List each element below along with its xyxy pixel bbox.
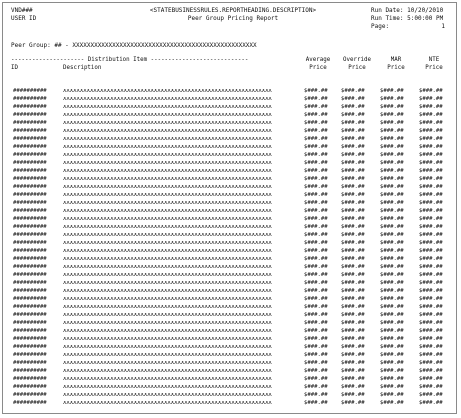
row-average-price: $###.##: [304, 200, 328, 206]
row-mar-price: $###.##: [380, 120, 404, 126]
row-id: ##########: [13, 352, 47, 358]
row-description: XXXXXXXXXXXXXXXXXXXXXXXXXXXXXXXXXXXXXXXXXXXXXXXXXXXXXXXXXXXXXX: [63, 297, 272, 302]
row-id: ##########: [13, 304, 47, 310]
vendor-code: VND###: [11, 7, 33, 14]
row-override-price: $###.##: [341, 344, 365, 350]
row-mar-price: $###.##: [380, 312, 404, 318]
row-id: ##########: [13, 208, 47, 214]
row-nte-price: $###.##: [419, 344, 443, 350]
row-mar-price: $###.##: [380, 360, 404, 366]
row-mar-price: $###.##: [380, 296, 404, 302]
row-id: ##########: [13, 384, 47, 390]
page-label: Page:: [371, 23, 390, 30]
row-nte-price: $###.##: [419, 152, 443, 158]
mar-price-header-line2: Price: [387, 65, 405, 71]
row-average-price: $###.##: [304, 256, 328, 262]
row-id: ##########: [13, 192, 47, 198]
row-nte-price: $###.##: [419, 96, 443, 102]
row-mar-price: $###.##: [380, 184, 404, 190]
row-id: ##########: [13, 368, 47, 374]
row-description: XXXXXXXXXXXXXXXXXXXXXXXXXXXXXXXXXXXXXXXXXXXXXXXXXXXXXXXXXXXXXX: [63, 289, 272, 294]
average-price-header-line1: Average: [305, 57, 331, 63]
row-average-price: $###.##: [304, 312, 328, 318]
row-nte-price: $###.##: [419, 320, 443, 326]
row-average-price: $###.##: [304, 360, 328, 366]
row-description: XXXXXXXXXXXXXXXXXXXXXXXXXXXXXXXXXXXXXXXXXXXXXXXXXXXXXXXXXXXXXX: [63, 169, 272, 174]
row-description: XXXXXXXXXXXXXXXXXXXXXXXXXXXXXXXXXXXXXXXXXXXXXXXXXXXXXXXXXXXXXX: [63, 257, 272, 262]
row-override-price: $###.##: [341, 280, 365, 286]
row-id: ##########: [13, 104, 47, 110]
row-id: ##########: [13, 88, 47, 94]
row-mar-price: $###.##: [380, 336, 404, 342]
row-override-price: $###.##: [341, 392, 365, 398]
row-mar-price: $###.##: [380, 136, 404, 142]
row-nte-price: $###.##: [419, 136, 443, 142]
row-id: ##########: [13, 128, 47, 134]
row-mar-price: $###.##: [380, 352, 404, 358]
row-average-price: $###.##: [304, 352, 328, 358]
row-description: XXXXXXXXXXXXXXXXXXXXXXXXXXXXXXXXXXXXXXXXXXXXXXXXXXXXXXXXXXXXXX: [63, 329, 272, 334]
description-column-header: Description: [63, 65, 102, 71]
row-id: ##########: [13, 120, 47, 126]
row-id: ##########: [13, 224, 47, 230]
row-nte-price: $###.##: [419, 200, 443, 206]
row-id: ##########: [13, 200, 47, 206]
row-description: XXXXXXXXXXXXXXXXXXXXXXXXXXXXXXXXXXXXXXXXXXXXXXXXXXXXXXXXXXXXXX: [63, 313, 272, 318]
row-id: ##########: [13, 240, 47, 246]
row-description: XXXXXXXXXXXXXXXXXXXXXXXXXXXXXXXXXXXXXXXXXXXXXXXXXXXXXXXXXXXXXX: [63, 281, 272, 286]
row-mar-price: $###.##: [380, 240, 404, 246]
row-nte-price: $###.##: [419, 192, 443, 198]
row-override-price: $###.##: [341, 320, 365, 326]
average-price-header-line2: Price: [309, 65, 327, 71]
row-override-price: $###.##: [341, 248, 365, 254]
row-override-price: $###.##: [341, 352, 365, 358]
row-mar-price: $###.##: [380, 224, 404, 230]
id-column-header: ID: [11, 65, 18, 71]
row-override-price: $###.##: [341, 152, 365, 158]
row-override-price: $###.##: [341, 376, 365, 382]
row-mar-price: $###.##: [380, 248, 404, 254]
row-mar-price: $###.##: [380, 176, 404, 182]
row-nte-price: $###.##: [419, 368, 443, 374]
row-nte-price: $###.##: [419, 224, 443, 230]
row-mar-price: $###.##: [380, 232, 404, 238]
row-id: ##########: [13, 400, 47, 406]
row-average-price: $###.##: [304, 296, 328, 302]
row-mar-price: $###.##: [380, 304, 404, 310]
row-override-price: $###.##: [341, 128, 365, 134]
row-id: ##########: [13, 144, 47, 150]
row-description: XXXXXXXXXXXXXXXXXXXXXXXXXXXXXXXXXXXXXXXXXXXXXXXXXXXXXXXXXXXXXX: [63, 353, 272, 358]
row-id: ##########: [13, 376, 47, 382]
row-override-price: $###.##: [341, 296, 365, 302]
row-override-price: $###.##: [341, 288, 365, 294]
row-nte-price: $###.##: [419, 88, 443, 94]
row-nte-price: $###.##: [419, 328, 443, 334]
row-average-price: $###.##: [304, 328, 328, 334]
peer-group-line: Peer Group: ## - XXXXXXXXXXXXXXXXXXXXXXXXXXXXXXXXXXXXXXXXXXXXXXXXXXX: [11, 42, 257, 49]
row-override-price: $###.##: [341, 264, 365, 270]
row-override-price: $###.##: [341, 176, 365, 182]
row-mar-price: $###.##: [380, 208, 404, 214]
row-id: ##########: [13, 160, 47, 166]
row-nte-price: $###.##: [419, 384, 443, 390]
row-override-price: $###.##: [341, 88, 365, 94]
row-id: ##########: [13, 96, 47, 102]
row-description: XXXXXXXXXXXXXXXXXXXXXXXXXXXXXXXXXXXXXXXXXXXXXXXXXXXXXXXXXXXXXX: [63, 369, 272, 374]
row-average-price: $###.##: [304, 168, 328, 174]
row-description: XXXXXXXXXXXXXXXXXXXXXXXXXXXXXXXXXXXXXXXXXXXXXXXXXXXXXXXXXXXXXX: [63, 201, 272, 206]
row-average-price: $###.##: [304, 192, 328, 198]
row-description: XXXXXXXXXXXXXXXXXXXXXXXXXXXXXXXXXXXXXXXXXXXXXXXXXXXXXXXXXXXXXX: [63, 233, 272, 238]
run-time: Run Time: 5:00:00 PM: [371, 15, 444, 22]
row-average-price: $###.##: [304, 320, 328, 326]
row-mar-price: $###.##: [380, 192, 404, 198]
row-mar-price: $###.##: [380, 200, 404, 206]
table-row: [3, 401, 456, 409]
row-average-price: $###.##: [304, 208, 328, 214]
row-average-price: $###.##: [304, 152, 328, 158]
row-nte-price: $###.##: [419, 392, 443, 398]
row-override-price: $###.##: [341, 200, 365, 206]
row-override-price: $###.##: [341, 184, 365, 190]
row-mar-price: $###.##: [380, 144, 404, 150]
report-page: [2, 2, 457, 414]
row-nte-price: $###.##: [419, 232, 443, 238]
row-mar-price: $###.##: [380, 128, 404, 134]
row-nte-price: $###.##: [419, 104, 443, 110]
row-description: XXXXXXXXXXXXXXXXXXXXXXXXXXXXXXXXXXXXXXXXXXXXXXXXXXXXXXXXXXXXXX: [63, 401, 272, 406]
row-override-price: $###.##: [341, 224, 365, 230]
row-id: ##########: [13, 392, 47, 398]
row-override-price: $###.##: [341, 368, 365, 374]
row-mar-price: $###.##: [380, 384, 404, 390]
row-average-price: $###.##: [304, 232, 328, 238]
row-mar-price: $###.##: [380, 112, 404, 118]
row-mar-price: $###.##: [380, 264, 404, 270]
row-mar-price: $###.##: [380, 368, 404, 374]
row-average-price: $###.##: [304, 264, 328, 270]
row-id: ##########: [13, 136, 47, 142]
row-description: XXXXXXXXXXXXXXXXXXXXXXXXXXXXXXXXXXXXXXXXXXXXXXXXXXXXXXXXXXXXXX: [63, 209, 272, 214]
row-description: XXXXXXXXXXXXXXXXXXXXXXXXXXXXXXXXXXXXXXXXXXXXXXXXXXXXXXXXXXXXXX: [63, 161, 272, 166]
row-description: XXXXXXXXXXXXXXXXXXXXXXXXXXXXXXXXXXXXXXXXXXXXXXXXXXXXXXXXXXXXXX: [63, 185, 272, 190]
row-description: XXXXXXXXXXXXXXXXXXXXXXXXXXXXXXXXXXXXXXXXXXXXXXXXXXXXXXXXXXXXXX: [63, 225, 272, 230]
row-nte-price: $###.##: [419, 360, 443, 366]
row-id: ##########: [13, 288, 47, 294]
row-override-price: $###.##: [341, 360, 365, 366]
row-description: XXXXXXXXXXXXXXXXXXXXXXXXXXXXXXXXXXXXXXXXXXXXXXXXXXXXXXXXXXXXXX: [63, 145, 272, 150]
row-id: ##########: [13, 184, 47, 190]
row-override-price: $###.##: [341, 136, 365, 142]
row-id: ##########: [13, 256, 47, 262]
row-mar-price: $###.##: [380, 320, 404, 326]
row-override-price: $###.##: [341, 328, 365, 334]
row-average-price: $###.##: [304, 176, 328, 182]
row-description: XXXXXXXXXXXXXXXXXXXXXXXXXXXXXXXXXXXXXXXXXXXXXXXXXXXXXXXXXXXXXX: [63, 361, 272, 366]
row-override-price: $###.##: [341, 304, 365, 310]
row-id: ##########: [13, 176, 47, 182]
row-mar-price: $###.##: [380, 96, 404, 102]
row-description: XXXXXXXXXXXXXXXXXXXXXXXXXXXXXXXXXXXXXXXXXXXXXXXXXXXXXXXXXXXXXX: [63, 113, 272, 118]
row-mar-price: $###.##: [380, 344, 404, 350]
row-id: ##########: [13, 320, 47, 326]
row-override-price: $###.##: [341, 232, 365, 238]
row-id: ##########: [13, 152, 47, 158]
row-override-price: $###.##: [341, 400, 365, 406]
row-description: XXXXXXXXXXXXXXXXXXXXXXXXXXXXXXXXXXXXXXXXXXXXXXXXXXXXXXXXXXXXXX: [63, 345, 272, 350]
row-description: XXXXXXXXXXXXXXXXXXXXXXXXXXXXXXXXXXXXXXXXXXXXXXXXXXXXXXXXXXXXXX: [63, 217, 272, 222]
row-description: XXXXXXXXXXXXXXXXXXXXXXXXXXXXXXXXXXXXXXXXXXXXXXXXXXXXXXXXXXXXXX: [63, 121, 272, 126]
row-description: XXXXXXXXXXXXXXXXXXXXXXXXXXXXXXXXXXXXXXXXXXXXXXXXXXXXXXXXXXXXXX: [63, 177, 272, 182]
row-id: ##########: [13, 264, 47, 270]
row-nte-price: $###.##: [419, 112, 443, 118]
row-nte-price: $###.##: [419, 280, 443, 286]
row-nte-price: $###.##: [419, 184, 443, 190]
row-nte-price: $###.##: [419, 216, 443, 222]
row-description: XXXXXXXXXXXXXXXXXXXXXXXXXXXXXXXXXXXXXXXXXXXXXXXXXXXXXXXXXXXXXX: [63, 89, 272, 94]
row-description: XXXXXXXXXXXXXXXXXXXXXXXXXXXXXXXXXXXXXXXXXXXXXXXXXXXXXXXXXXXXXX: [63, 273, 272, 278]
page-number: 1: [441, 23, 445, 30]
report-title: Peer Group Pricing Report: [187, 15, 279, 22]
row-id: ##########: [13, 336, 47, 342]
row-nte-price: $###.##: [419, 272, 443, 278]
row-nte-price: $###.##: [419, 120, 443, 126]
row-nte-price: $###.##: [419, 264, 443, 270]
override-price-header-line1: Override: [343, 57, 371, 63]
row-override-price: $###.##: [341, 104, 365, 110]
row-average-price: $###.##: [304, 136, 328, 142]
row-description: XXXXXXXXXXXXXXXXXXXXXXXXXXXXXXXXXXXXXXXXXXXXXXXXXXXXXXXXXXXXXX: [63, 193, 272, 198]
row-nte-price: $###.##: [419, 400, 443, 406]
row-average-price: $###.##: [304, 104, 328, 110]
row-id: ##########: [13, 272, 47, 278]
row-override-price: $###.##: [341, 112, 365, 118]
row-id: ##########: [13, 296, 47, 302]
row-average-price: $###.##: [304, 88, 328, 94]
row-average-price: $###.##: [304, 248, 328, 254]
row-override-price: $###.##: [341, 336, 365, 342]
row-override-price: $###.##: [341, 240, 365, 246]
row-description: XXXXXXXXXXXXXXXXXXXXXXXXXXXXXXXXXXXXXXXXXXXXXXXXXXXXXXXXXXXXXX: [63, 305, 272, 310]
row-mar-price: $###.##: [380, 288, 404, 294]
row-average-price: $###.##: [304, 288, 328, 294]
row-average-price: $###.##: [304, 344, 328, 350]
row-mar-price: $###.##: [380, 168, 404, 174]
nte-price-header-line1: NTE: [428, 57, 440, 63]
row-average-price: $###.##: [304, 280, 328, 286]
row-description: XXXXXXXXXXXXXXXXXXXXXXXXXXXXXXXXXXXXXXXXXXXXXXXXXXXXXXXXXXXXXX: [63, 337, 272, 342]
run-date: Run Date: 10/20/2010: [371, 7, 444, 14]
row-id: ##########: [13, 312, 47, 318]
row-override-price: $###.##: [341, 160, 365, 166]
row-override-price: $###.##: [341, 96, 365, 102]
row-id: ##########: [13, 112, 47, 118]
row-override-price: $###.##: [341, 216, 365, 222]
row-nte-price: $###.##: [419, 176, 443, 182]
row-mar-price: $###.##: [380, 272, 404, 278]
row-average-price: $###.##: [304, 304, 328, 310]
nte-price-header-line2: Price: [425, 65, 443, 71]
row-description: XXXXXXXXXXXXXXXXXXXXXXXXXXXXXXXXXXXXXXXXXXXXXXXXXXXXXXXXXXXXXX: [63, 385, 272, 390]
row-average-price: $###.##: [304, 376, 328, 382]
row-nte-price: $###.##: [419, 312, 443, 318]
row-mar-price: $###.##: [380, 256, 404, 262]
row-id: ##########: [13, 168, 47, 174]
row-id: ##########: [13, 360, 47, 366]
row-average-price: $###.##: [304, 400, 328, 406]
user-id-label: USER ID: [11, 15, 37, 22]
row-nte-price: $###.##: [419, 208, 443, 214]
row-id: ##########: [13, 248, 47, 254]
row-mar-price: $###.##: [380, 160, 404, 166]
row-mar-price: $###.##: [380, 88, 404, 94]
row-mar-price: $###.##: [380, 328, 404, 334]
row-id: ##########: [13, 344, 47, 350]
row-description: XXXXXXXXXXXXXXXXXXXXXXXXXXXXXXXXXXXXXXXXXXXXXXXXXXXXXXXXXXXXXX: [63, 129, 272, 134]
row-nte-price: $###.##: [419, 352, 443, 358]
override-price-header-line2: Price: [348, 65, 366, 71]
row-override-price: $###.##: [341, 192, 365, 198]
row-description: XXXXXXXXXXXXXXXXXXXXXXXXXXXXXXXXXXXXXXXXXXXXXXXXXXXXXXXXXXXXXX: [63, 105, 272, 110]
row-average-price: $###.##: [304, 96, 328, 102]
row-description: XXXXXXXXXXXXXXXXXXXXXXXXXXXXXXXXXXXXXXXXXXXXXXXXXXXXXXXXXXXXXX: [63, 377, 272, 382]
row-nte-price: $###.##: [419, 160, 443, 166]
row-average-price: $###.##: [304, 384, 328, 390]
row-override-price: $###.##: [341, 144, 365, 150]
row-nte-price: $###.##: [419, 256, 443, 262]
row-override-price: $###.##: [341, 168, 365, 174]
row-average-price: $###.##: [304, 216, 328, 222]
row-override-price: $###.##: [341, 208, 365, 214]
row-description: XXXXXXXXXXXXXXXXXXXXXXXXXXXXXXXXXXXXXXXXXXXXXXXXXXXXXXXXXXXXXX: [63, 241, 272, 246]
row-average-price: $###.##: [304, 128, 328, 134]
report-heading: <STATEBUSINESSRULES.REPORTHEADING.DESCRIPTION>: [149, 7, 317, 14]
row-average-price: $###.##: [304, 112, 328, 118]
row-nte-price: $###.##: [419, 336, 443, 342]
row-average-price: $###.##: [304, 272, 328, 278]
row-description: XXXXXXXXXXXXXXXXXXXXXXXXXXXXXXXXXXXXXXXXXXXXXXXXXXXXXXXXXXXXXX: [63, 153, 272, 158]
row-average-price: $###.##: [304, 184, 328, 190]
distribution-item-header: --------------------- Distribution Item ----------------------------: [11, 57, 249, 63]
row-nte-price: $###.##: [419, 296, 443, 302]
row-id: ##########: [13, 216, 47, 222]
row-description: XXXXXXXXXXXXXXXXXXXXXXXXXXXXXXXXXXXXXXXXXXXXXXXXXXXXXXXXXXXXXX: [63, 249, 272, 254]
row-nte-price: $###.##: [419, 288, 443, 294]
row-override-price: $###.##: [341, 272, 365, 278]
row-override-price: $###.##: [341, 312, 365, 318]
row-nte-price: $###.##: [419, 304, 443, 310]
row-average-price: $###.##: [304, 144, 328, 150]
row-override-price: $###.##: [341, 120, 365, 126]
row-average-price: $###.##: [304, 368, 328, 374]
row-nte-price: $###.##: [419, 376, 443, 382]
row-average-price: $###.##: [304, 240, 328, 246]
row-nte-price: $###.##: [419, 240, 443, 246]
row-average-price: $###.##: [304, 120, 328, 126]
row-override-price: $###.##: [341, 256, 365, 262]
row-mar-price: $###.##: [380, 400, 404, 406]
row-description: XXXXXXXXXXXXXXXXXXXXXXXXXXXXXXXXXXXXXXXXXXXXXXXXXXXXXXXXXXXXXX: [63, 321, 272, 326]
row-mar-price: $###.##: [380, 152, 404, 158]
row-average-price: $###.##: [304, 224, 328, 230]
row-description: XXXXXXXXXXXXXXXXXXXXXXXXXXXXXXXXXXXXXXXXXXXXXXXXXXXXXXXXXXXXXX: [63, 97, 272, 102]
row-description: XXXXXXXXXXXXXXXXXXXXXXXXXXXXXXXXXXXXXXXXXXXXXXXXXXXXXXXXXXXXXX: [63, 393, 272, 398]
row-nte-price: $###.##: [419, 248, 443, 254]
row-mar-price: $###.##: [380, 392, 404, 398]
mar-price-header-line1: MAR: [390, 57, 402, 63]
row-mar-price: $###.##: [380, 216, 404, 222]
row-description: XXXXXXXXXXXXXXXXXXXXXXXXXXXXXXXXXXXXXXXXXXXXXXXXXXXXXXXXXXXXXX: [63, 137, 272, 142]
row-id: ##########: [13, 232, 47, 238]
row-mar-price: $###.##: [380, 280, 404, 286]
row-average-price: $###.##: [304, 336, 328, 342]
row-mar-price: $###.##: [380, 104, 404, 110]
row-nte-price: $###.##: [419, 128, 443, 134]
row-average-price: $###.##: [304, 392, 328, 398]
row-mar-price: $###.##: [380, 376, 404, 382]
row-id: ##########: [13, 328, 47, 334]
row-override-price: $###.##: [341, 384, 365, 390]
row-average-price: $###.##: [304, 160, 328, 166]
row-id: ##########: [13, 280, 47, 286]
row-nte-price: $###.##: [419, 168, 443, 174]
row-nte-price: $###.##: [419, 144, 443, 150]
row-description: XXXXXXXXXXXXXXXXXXXXXXXXXXXXXXXXXXXXXXXXXXXXXXXXXXXXXXXXXXXXXX: [63, 265, 272, 270]
